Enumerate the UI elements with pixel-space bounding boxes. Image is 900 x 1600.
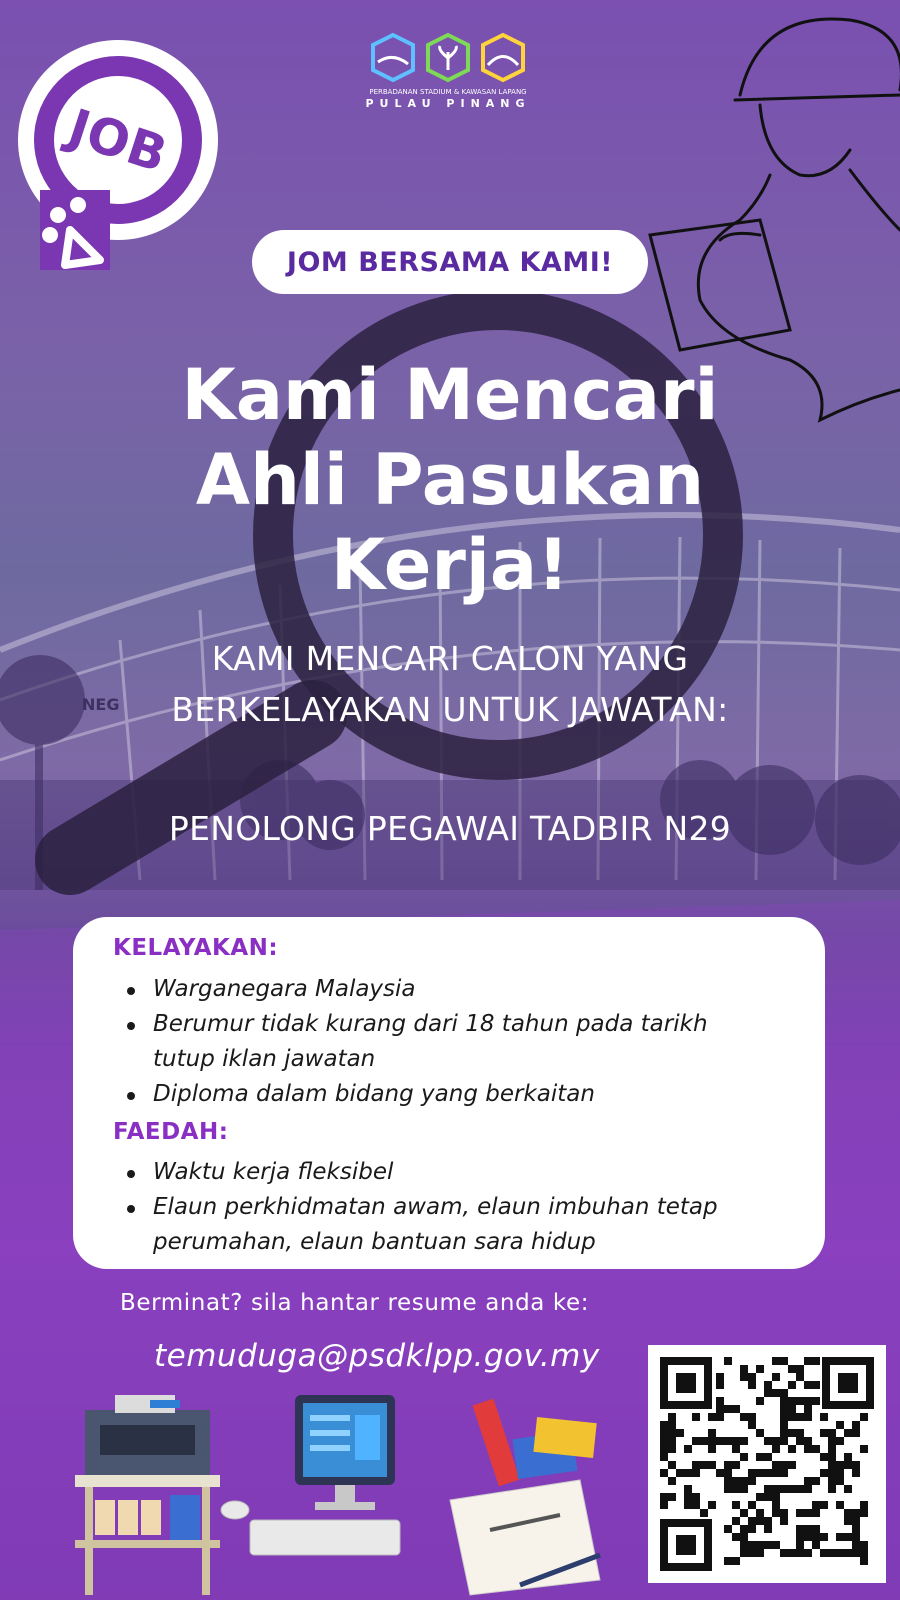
printer-icon bbox=[75, 1395, 220, 1595]
job-badge-icon bbox=[10, 30, 230, 275]
computer-icon bbox=[221, 1395, 400, 1555]
headline-line-3: Kerja! bbox=[330, 524, 570, 606]
subheading-line-1: KAMI MENCARI CALON YANG bbox=[211, 639, 689, 678]
qr-code-icon bbox=[648, 1345, 886, 1583]
logo-caption-small: PERBADANAN STADIUM & KAWASAN LAPANG bbox=[369, 88, 527, 96]
list-item: Berumur tidak kurang dari 18 tahun pada tarikh tutup iklan jawatan bbox=[113, 1007, 773, 1077]
benefits-title: FAEDAH: bbox=[113, 1119, 229, 1145]
info-card bbox=[73, 917, 825, 1269]
position-title: PENOLONG PEGAWAI TADBIR N29 bbox=[168, 809, 732, 848]
qr-code[interactable] bbox=[648, 1345, 886, 1583]
contact-email[interactable]: temuduga@psdklpp.gov.my bbox=[154, 1338, 600, 1374]
office-illustration bbox=[60, 1390, 620, 1600]
benefits-list bbox=[113, 1155, 773, 1260]
tagline-pill: JOM BERSAMA KAMI! bbox=[252, 230, 648, 294]
headline-line-1: Kami Mencari bbox=[181, 354, 719, 436]
logo-caption-large: PULAU PINANG bbox=[365, 97, 531, 110]
qualifications-title: KELAYAKAN: bbox=[113, 935, 279, 961]
list-item: Elaun perkhidmatan awam, elaun imbuhan tetap perumahan, elaun bantuan sara hidup bbox=[113, 1190, 773, 1260]
stadium-sign: NEG bbox=[82, 695, 120, 714]
headline-line-2: Ahli Pasukan bbox=[195, 439, 705, 521]
qualifications-list bbox=[113, 972, 773, 1112]
documents-icon bbox=[450, 1399, 600, 1595]
list-item: Waktu kerja fleksibel bbox=[113, 1155, 773, 1190]
list-item: Warganegara Malaysia bbox=[113, 972, 773, 1007]
agency-logo bbox=[368, 30, 528, 90]
job-badge-text: JOB bbox=[61, 98, 174, 184]
contact-prompt: Berminat? sila hantar resume anda ke: bbox=[120, 1290, 590, 1316]
subheading-line-2: BERKELAYAKAN UNTUK JAWATAN: bbox=[171, 690, 729, 729]
list-item: Diploma dalam bidang yang berkaitan bbox=[113, 1077, 773, 1112]
